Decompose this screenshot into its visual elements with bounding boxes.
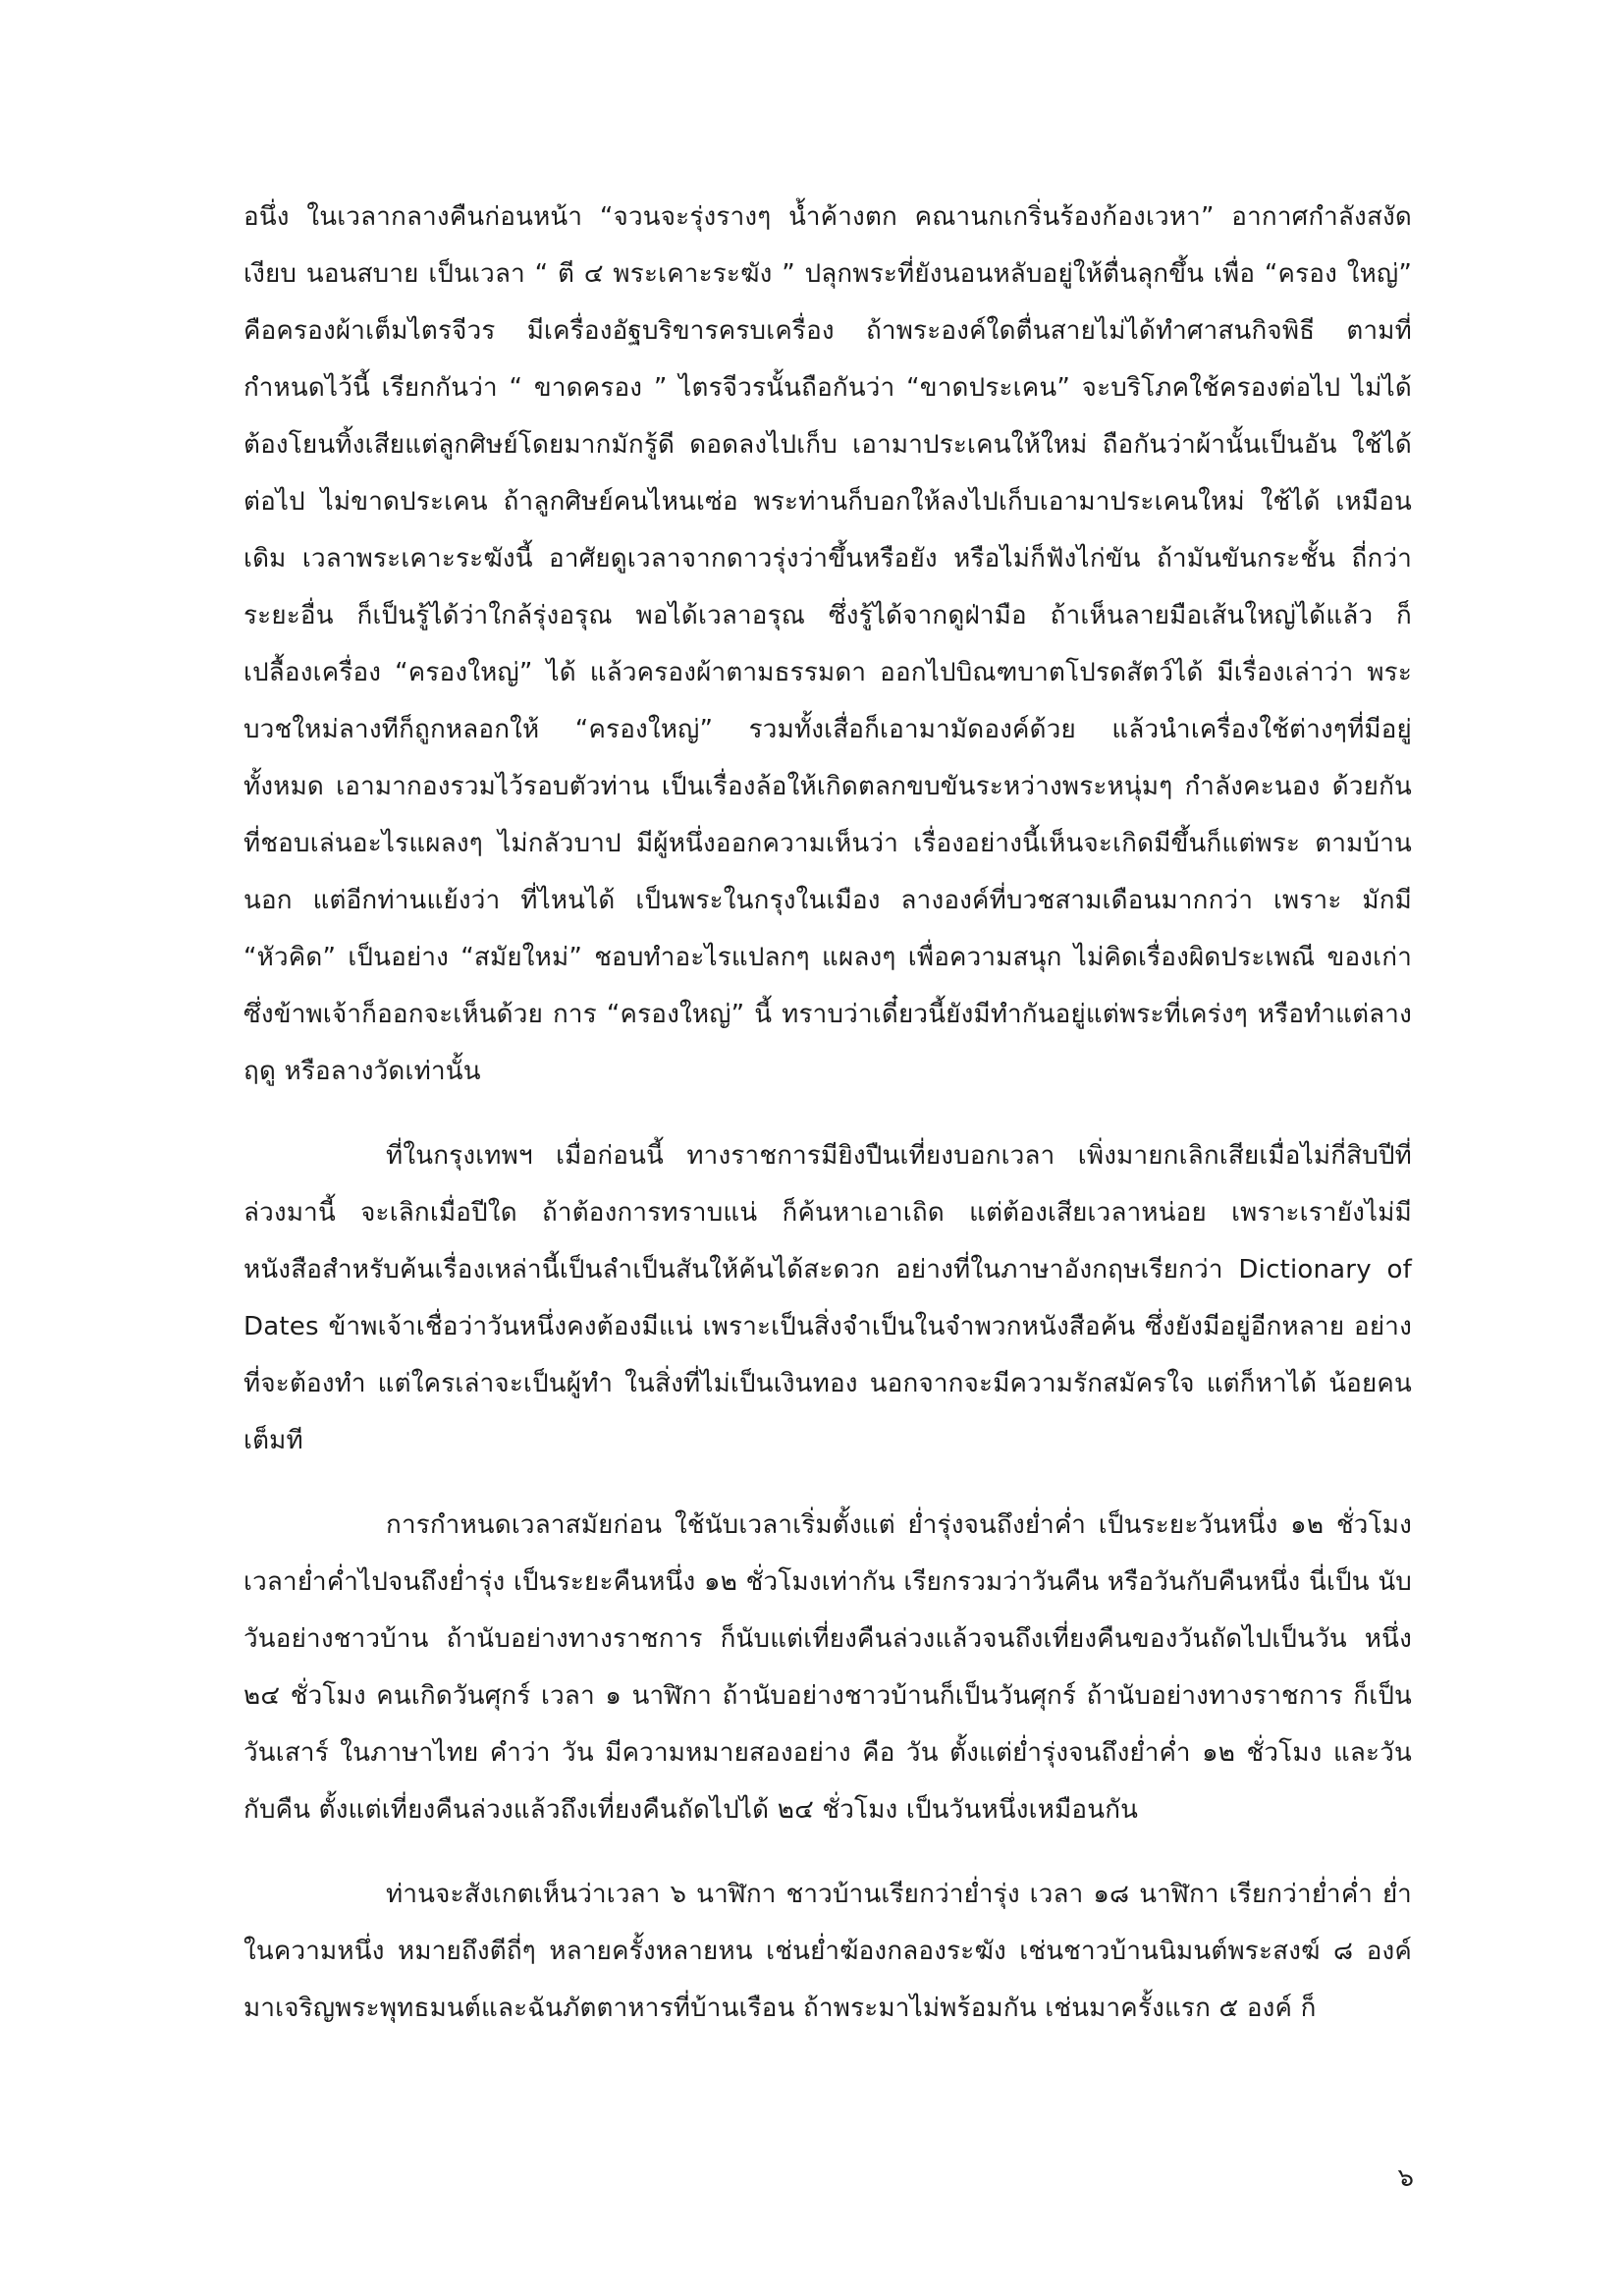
paragraph-4: ท่านจะสังเกตเห็นว่าเวลา ๖ นาฬิกา ชาวบ้านเรียกว่าย่ำรุ่ง เวลา ๑๘ นาฬิกา เรียกว่าย่ำค่ำ ย่ำในความหนึ่ง หมายถึงตีถี่ๆ หลายครั้งหลายหน เช่นย่ำฆ้องกลองระฆัง เช่นชาวบ้านนิมนต์พระสงฆ์ ๘ องค์ มาเจริญพระพุทธมนต์และฉันภัตตาหารที่บ้านเรือน ถ้าพระมาไม่พร้อมกัน เช่นมาครั้งแรก ๕ องค์ ก็: [243, 1880, 1412, 2023]
paragraph-2: ที่ในกรุงเทพฯ เมื่อก่อนนี้ ทางราชการมียิงปืนเที่ยงบอกเวลา เพิ่งมายกเลิกเสียเมื่อไม่กี่สิบปีที่ ล่วงมานี้ จะเลิกเมื่อปีใด ถ้าต้องการทราบแน่ ก็ค้นหาเอาเถิด แต่ต้องเสียเวลาหน่อย เพราะเรายังไม่มี หนังสือสำหรับค้นเรื่องเหล่านี้เป็นลำเป็นสันให้ค้นได้สะดวก อย่างที่ในภาษาอังกฤษเรียกว่า Dictionary of Dates ข้าพเจ้าเชื่อว่าวันหนึ่งคงต้องมีแน่ เพราะเป็นสิ่งจำเป็นในจำพวกหนังสือค้น ซึ่งยังมีอยู่อีกหลาย อย่างที่จะต้องทำ แต่ใครเล่าจะเป็นผู้ทำ ในสิ่งที่ไม่เป็นเงินทอง นอกจากจะมีความรักสมัครใจ แต่ก็หาได้ น้อยคนเต็มที: [243, 1141, 1412, 1455]
document-body: [243, 189, 1412, 2037]
page-number: ๖: [1397, 2163, 1414, 2193]
paragraph-3: การกำหนดเวลาสมัยก่อน ใช้นับเวลาเริ่มตั้งแต่ ย่ำรุ่งจนถึงย่ำค่ำ เป็นระยะวันหนึ่ง ๑๒ ชั่วโมง เวลาย่ำค่ำไปจนถึงย่ำรุ่ง เป็นระยะคืนหนึ่ง ๑๒ ชั่วโมงเท่ากัน เรียกรวมว่าวันคืน หรือวันกับคืนหนึ่ง นี่เป็น นับวันอย่างชาวบ้าน ถ้านับอย่างทางราชการ ก็นับแต่เที่ยงคืนล่วงแล้วจนถึงเที่ยงคืนของวันถัดไปเป็นวัน หนึ่ง ๒๔ ชั่วโมง คนเกิดวันศุกร์ เวลา ๑ นาฬิกา ถ้านับอย่างชาวบ้านก็เป็นวันศุกร์ ถ้านับอย่างทางราชการ ก็เป็นวันเสาร์ ในภาษาไทย คำว่า วัน มีความหมายสองอย่าง คือ วัน ตั้งแต่ย่ำรุ่งจนถึงย่ำค่ำ ๑๒ ชั่วโมง และวันกับคืน ตั้งแต่เที่ยงคืนล่วงแล้วถึงเที่ยงคืนถัดไปได้ ๒๔ ชั่วโมง เป็นวันหนึ่งเหมือนกัน: [243, 1510, 1412, 1825]
paragraph-1: อนึ่ง ในเวลากลางคืนก่อนหน้า “จวนจะรุ่งรางๆ น้ำค้างตก คณานกเกริ่นร้องก้องเวหา” อากาศกำลังสงัด เงียบ นอนสบาย เป็นเวลา “ ตี ๔ พระเคาะระฆัง ” ปลุกพระที่ยังนอนหลับอยู่ให้ตื่นลุกขึ้น เพื่อ “ครอง ใหญ่” คือครองผ้าเต็มไตรจีวร มีเครื่องอัฐบริขารครบเครื่อง ถ้าพระองค์ใดตื่นสายไม่ได้ทำศาสนกิจพิธี ตามที่กำหนดไว้นี้ เรียกกันว่า “ ขาดครอง ” ไตรจีวรนั้นถือกันว่า “ขาดประเคน” จะบริโภคใช้ครองต่อไป ไม่ได้ ต้องโยนทิ้งเสียแต่ลูกศิษย์โดยมากมักรู้ดี ดอดลงไปเก็บ เอามาประเคนให้ใหม่ ถือกันว่าผ้านั้นเป็นอัน ใช้ได้ต่อไป ไม่ขาดประเคน ถ้าลูกศิษย์คนไหนเซ่อ พระท่านก็บอกให้ลงไปเก็บเอามาประเคนใหม่ ใช้ได้ เหมือนเดิม เวลาพระเคาะระฆังนี้ อาศัยดูเวลาจากดาวรุ่งว่าขึ้นหรือยัง หรือไม่ก็ฟังไก่ขัน ถ้ามันขันกระชั้น ถี่กว่าระยะอื่น ก็เป็นรู้ได้ว่าใกล้รุ่งอรุณ พอได้เวลาอรุณ ซึ่งรู้ได้จากดูฝ่ามือ ถ้าเห็นลายมือเส้นใหญ่ได้แล้ว ก็ เปลื้องเครื่อง “ครองใหญ่” ได้ แล้วครองผ้าตามธรรมดา ออกไปบิณฑบาตโปรดสัตว์ได้ มีเรื่องเล่าว่า พระ บวชใหม่ลางทีก็ถูกหลอกให้ “ครองใหญ่” รวมทั้งเสื่อก็เอามามัดองค์ด้วย แล้วนำเครื่องใช้ต่างๆที่มีอยู่ ทั้งหมด เอามากองรวมไว้รอบตัวท่าน เป็นเรื่องล้อให้เกิดตลกขบขันระหว่างพระหนุ่มๆ กำลังคะนอง ด้วยกัน ที่ชอบเล่นอะไรแผลงๆ ไม่กลัวบาป มีผู้หนึ่งออกความเห็นว่า เรื่องอย่างนี้เห็นจะเกิดมีขึ้นก็แต่พระ ตามบ้านนอก แต่อีกท่านแย้งว่า ที่ไหนได้ เป็นพระในกรุงในเมือง ลางองค์ที่บวชสามเดือนมากกว่า เพราะ มักมี “หัวคิด” เป็นอย่าง “สมัยใหม่” ชอบทำอะไรแปลกๆ แผลงๆ เพื่อความสนุก ไม่คิดเรื่องผิดประเพณี ของเก่า ซึ่งข้าพเจ้าก็ออกจะเห็นด้วย การ “ครองใหญ่” นี้ ทราบว่าเดี๋ยวนี้ยังมีทำกันอยู่แต่พระที่เคร่งๆ หรือทำแต่ลางฤดู หรือลางวัดเท่านั้น: [243, 202, 1412, 1086]
